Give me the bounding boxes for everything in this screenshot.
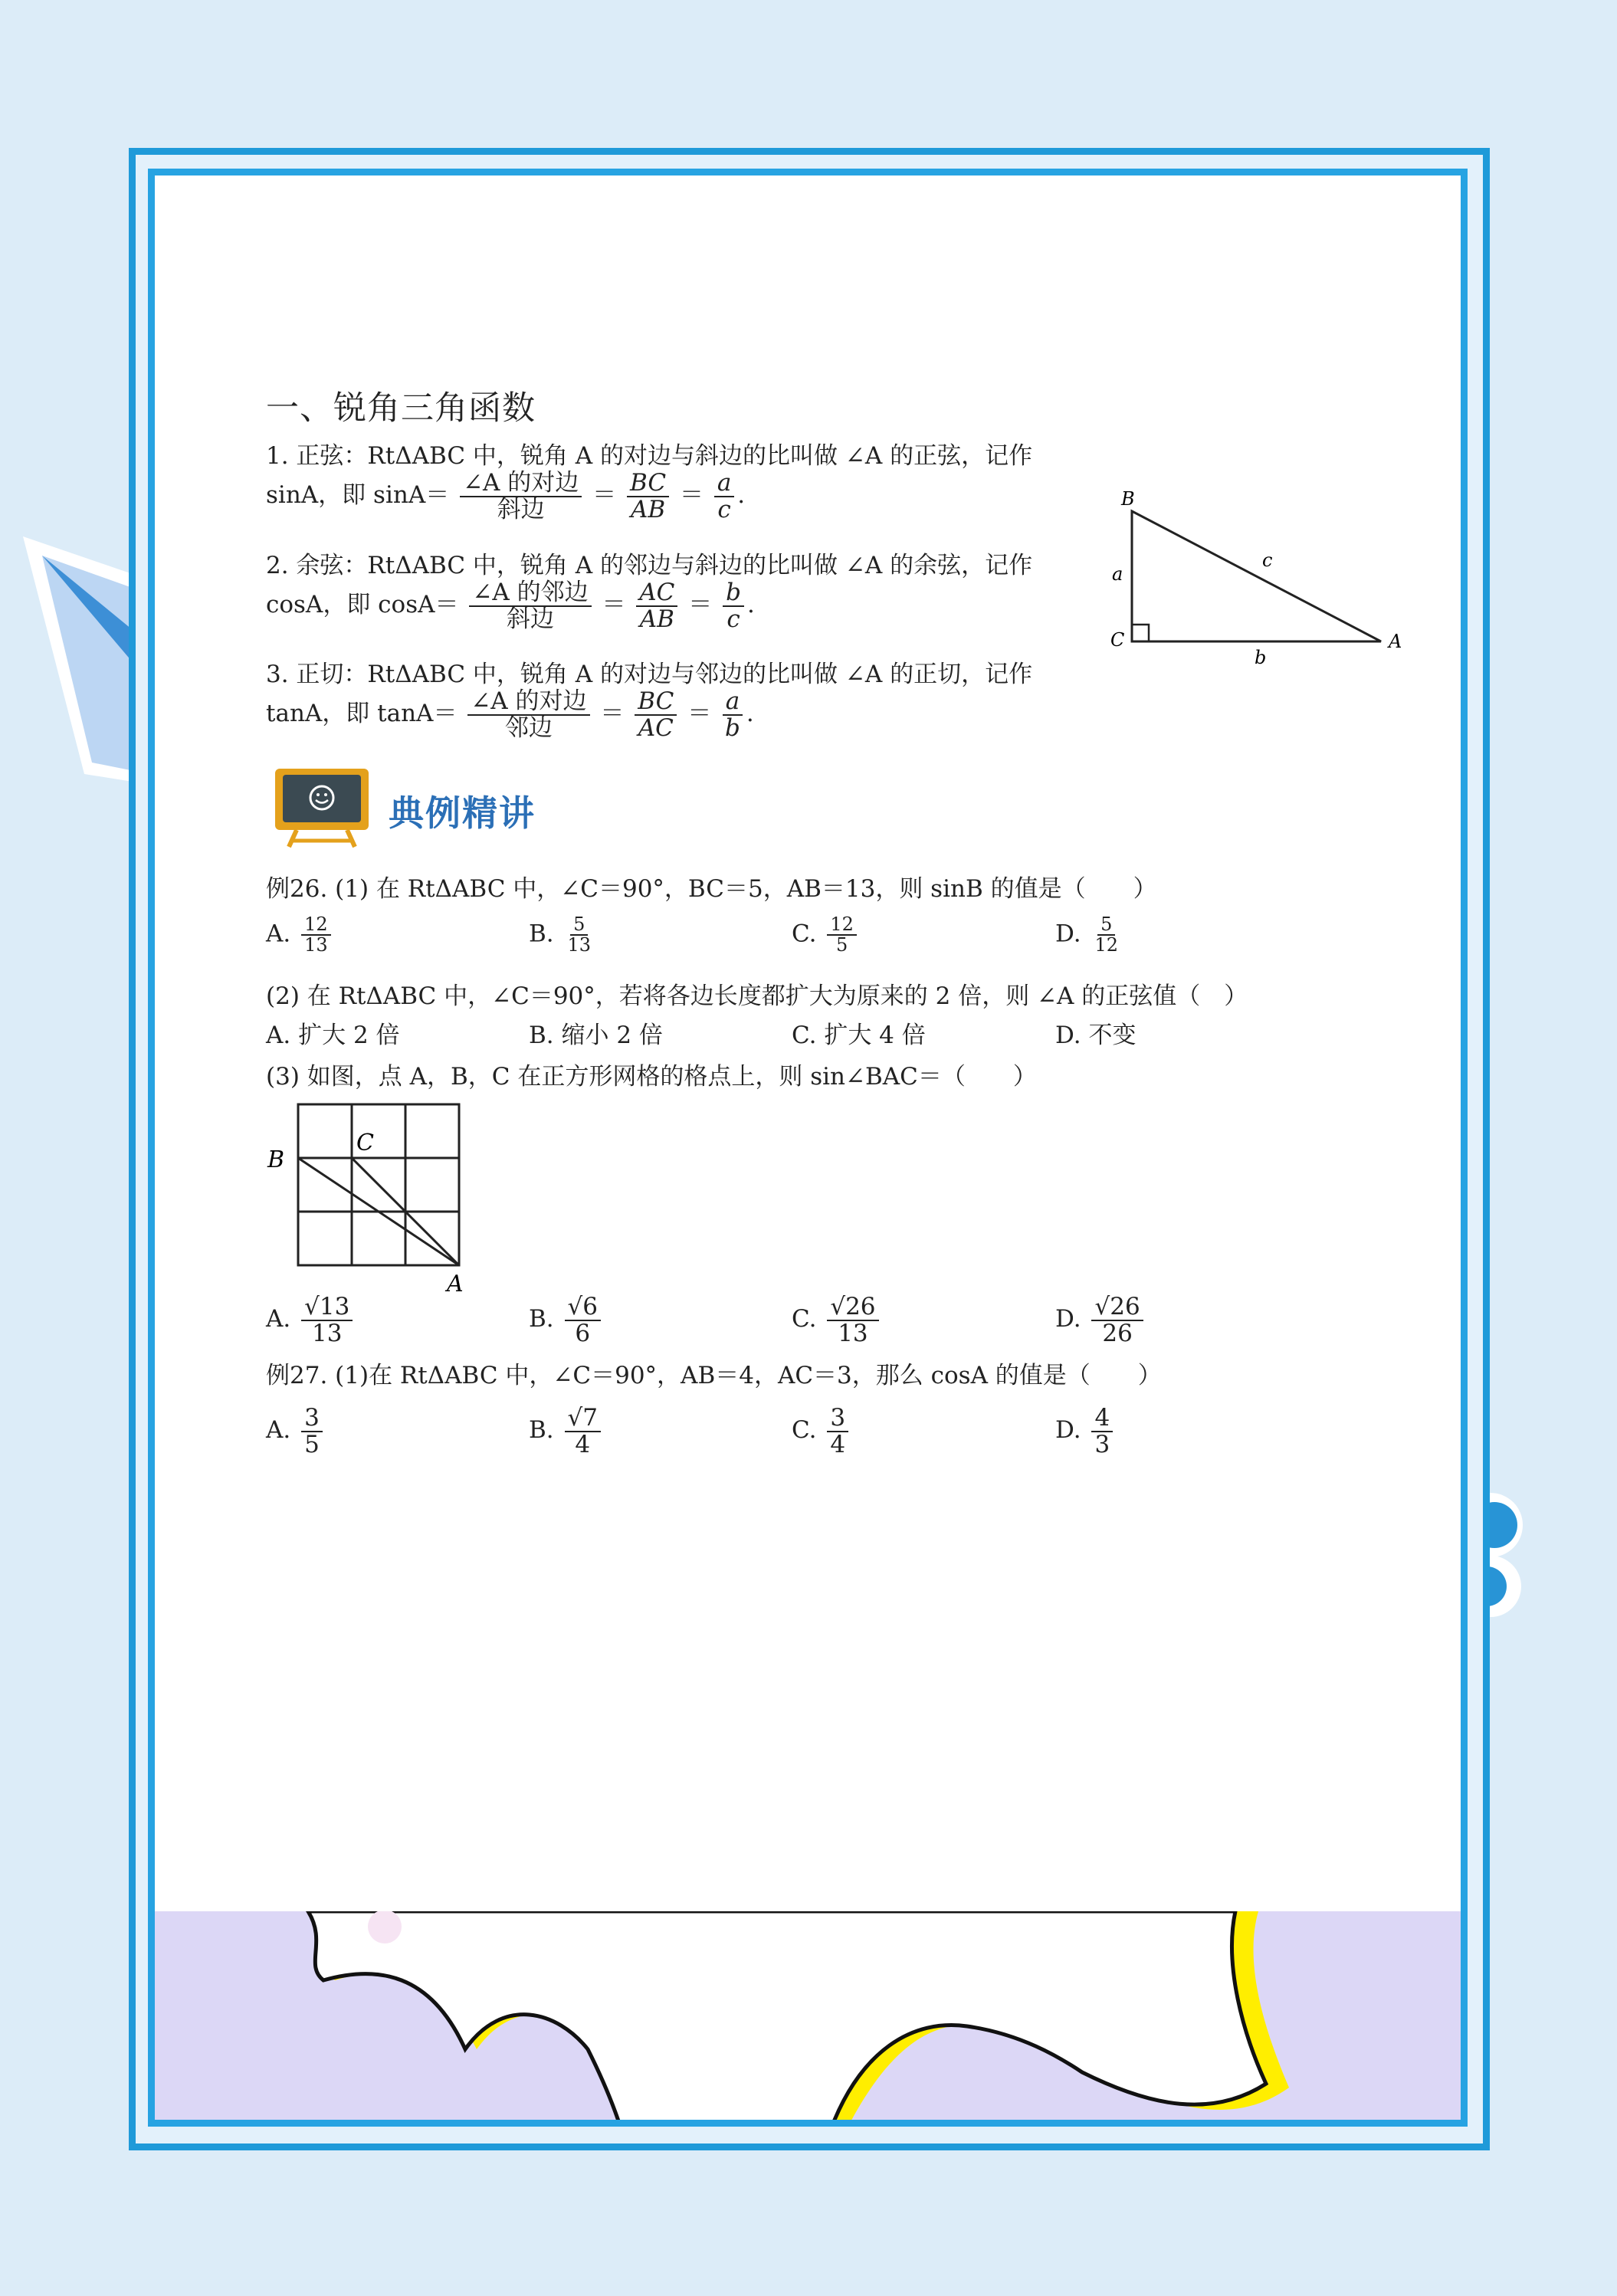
sine-formula: sinA，即 sinA＝ $\frac{\text{∠A 的对边}}{\text{斜边}}$ ＝ $\frac{BC}{AB}$ ＝ $\frac{a}{c}$ . xyxy=(266,469,746,523)
ex26-q2-option-c[interactable]: C. 扩大 4 倍 xyxy=(792,1022,926,1049)
grid-point-b-label: B xyxy=(267,1146,285,1173)
side-c-label: c xyxy=(1262,549,1273,571)
right-triangle-figure xyxy=(1101,482,1423,666)
ex27-q1-option-a[interactable]: A. $\frac{3}{5}$ xyxy=(266,1405,326,1457)
ex26-q1-option-d[interactable]: D. $\frac{5}{12}$ xyxy=(1055,913,1119,956)
ex27-q1-option-d[interactable]: D. $\frac{4}{3}$ xyxy=(1055,1405,1116,1457)
example-26-q3: (3) 如图，点 A，B，C 在正方形网格的格点上，则 sin∠BAC＝（ ） xyxy=(266,1063,1037,1091)
vertex-c-label: C xyxy=(1110,629,1125,651)
tangent-formula: tanA，即 tanA＝ $\frac{\text{∠A 的对边}}{\text{邻边}}$ ＝ $\frac{BC}{AC}$ ＝ $\frac{a}{b}$ . xyxy=(266,687,754,742)
sine-definition: 1. 正弦：RtΔABC 中，锐角 A 的对边与斜边的比叫做 ∠A 的正弦，记作 xyxy=(266,442,1033,470)
side-b-label: b xyxy=(1255,647,1267,666)
tangent-definition: 3. 正切：RtΔABC 中，锐角 A 的对边与邻边的比叫做 ∠A 的正切，记作 xyxy=(266,661,1033,688)
ex26-q1-option-c[interactable]: C. $\frac{12}{5}$ xyxy=(792,915,860,955)
ex26-q1-option-b[interactable]: B. $\frac{5}{13}$ xyxy=(529,913,592,956)
ex27-q1-option-c[interactable]: C. $\frac{3}{4}$ xyxy=(792,1405,851,1457)
examples-title: 典例精讲 xyxy=(389,792,536,834)
ex27-q1-option-b[interactable]: B. $\frac{√7}{4}$ xyxy=(529,1405,604,1457)
vertex-b-label: B xyxy=(1121,488,1135,510)
ex26-q2-option-a[interactable]: A. 扩大 2 倍 xyxy=(266,1022,400,1049)
cosine-formula: cosA，即 cosA＝ $\frac{\text{∠A 的邻边}}{\text{斜边}}$ ＝ $\frac{AC}{AB}$ ＝ $\frac{b}{c}$ . xyxy=(266,579,755,633)
ex26-q3-option-d[interactable]: D. $\frac{√26}{26}$ xyxy=(1055,1294,1146,1346)
grid-point-a-label: A xyxy=(447,1271,464,1297)
side-a-label: a xyxy=(1112,563,1123,585)
vertex-a-label: A xyxy=(1389,631,1402,652)
example-26-q2: (2) 在 RtΔABC 中，∠C＝90°，若将各边长度都扩大为原来的 2 倍，则 ∠A 的正弦值（ ） xyxy=(266,982,1248,1010)
document-page xyxy=(148,169,1468,2127)
grid-figure xyxy=(266,1095,496,1310)
cloud-decoration xyxy=(155,1911,1461,2127)
ex26-q1-option-a[interactable]: A. $\frac{12}{13}$ xyxy=(266,915,334,955)
example-27-q1: 例27. (1)在 RtΔABC 中，∠C＝90°，AB＝4，AC＝3，那么 cosA 的值是（ ） xyxy=(266,1362,1162,1389)
grid-point-c-label: C xyxy=(356,1130,374,1156)
cosine-definition: 2. 余弦：RtΔABC 中，锐角 A 的邻边与斜边的比叫做 ∠A 的余弦，记作 xyxy=(266,552,1033,579)
blackboard-icon xyxy=(274,766,373,850)
ex26-q3-option-b[interactable]: B. $\frac{√6}{6}$ xyxy=(529,1294,604,1346)
ex26-q2-option-b[interactable]: B. 缩小 2 倍 xyxy=(529,1022,663,1049)
section-heading: 一、锐角三角函数 xyxy=(266,389,536,428)
example-26-q1: 例26. (1) 在 RtΔABC 中，∠C＝90°，BC＝5，AB＝13，则 sinB 的值是（ ） xyxy=(266,875,1157,903)
ex26-q2-option-d[interactable]: D. 不变 xyxy=(1055,1022,1136,1049)
ex26-q3-option-a[interactable]: A. $\frac{√13}{13}$ xyxy=(266,1294,356,1346)
ex26-q3-option-c[interactable]: C. $\frac{√26}{13}$ xyxy=(792,1294,882,1346)
